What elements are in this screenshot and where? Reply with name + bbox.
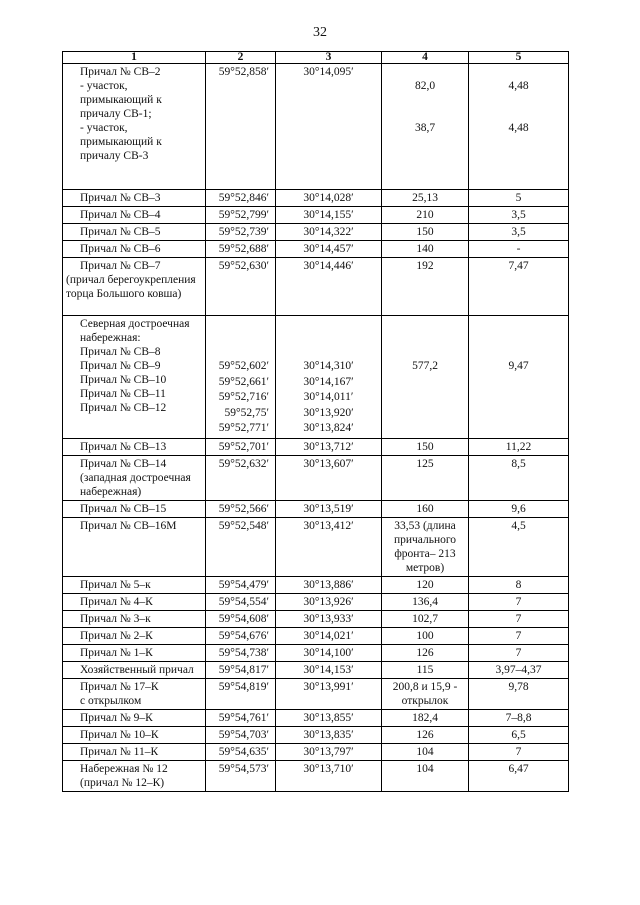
depth-cell: [469, 316, 569, 439]
berth-subsection: - участок, примыкающий к причалу СВ-3: [80, 122, 162, 162]
depth: 4,5: [469, 517, 569, 576]
berth-name: Причал № СВ–8: [80, 346, 161, 358]
berth-name: Причал № СВ–11: [80, 388, 166, 400]
length: 33,53 (длина причального фронта– 213 метров): [382, 517, 469, 576]
length: 120: [382, 576, 469, 593]
length: 210: [382, 207, 469, 224]
berth-name-cell: [63, 576, 206, 593]
berth-name-cell: [63, 644, 206, 661]
quay-title: Северная достроечная набережная:: [80, 318, 190, 344]
berth-name: Причал № 11–К: [80, 745, 159, 758]
length-value: 82,0: [414, 80, 436, 92]
longitude: 30°13,412′: [276, 517, 382, 576]
berth-name: Набережная № 12: [80, 762, 168, 775]
latitude: 59°52,771′: [218, 422, 269, 434]
length: 140: [382, 241, 469, 258]
length: 100: [382, 627, 469, 644]
depth: 6,47: [469, 760, 569, 791]
table-row: [63, 224, 569, 241]
berth-name-cell: [63, 190, 206, 207]
latitude: 59°52,630′: [206, 258, 276, 316]
table-row: [63, 438, 569, 455]
table-row: [63, 576, 569, 593]
latitude: 59°52,858′: [206, 64, 276, 190]
latitude: 59°52,632′: [206, 455, 276, 500]
longitude: 30°14,322′: [276, 224, 382, 241]
length: 577,2: [412, 360, 438, 372]
depth: 8,5: [469, 455, 569, 500]
depth: 3,5: [469, 224, 569, 241]
depth: 5: [469, 190, 569, 207]
berth-name-cell: [63, 627, 206, 644]
longitude: 30°13,920′: [303, 406, 354, 419]
table-row: [63, 627, 569, 644]
table-row: [63, 207, 569, 224]
table-row: [63, 610, 569, 627]
berth-name: Причал № СВ–7: [80, 260, 161, 272]
table-row: [63, 743, 569, 760]
longitude: 30°14,011′: [303, 391, 354, 403]
latitude: 59°54,635′: [206, 743, 276, 760]
length: 126: [382, 644, 469, 661]
longitude: 30°13,710′: [276, 760, 382, 791]
longitude: 30°13,607′: [276, 455, 382, 500]
depth: 3,5: [469, 207, 569, 224]
table-row: [63, 258, 569, 316]
berth-name-cell: [63, 678, 206, 709]
length: 182,4: [382, 709, 469, 726]
longitude: 30°14,310′: [303, 360, 354, 372]
header-col-4: 4: [382, 52, 469, 64]
longitude: 30°13,926′: [276, 593, 382, 610]
latitude: 59°54,819′: [206, 678, 276, 709]
length-cell: [382, 316, 469, 439]
depth: 7,47: [469, 258, 569, 316]
length: 25,13: [382, 190, 469, 207]
longitude: 30°13,886′: [276, 576, 382, 593]
page-number: 32: [313, 25, 327, 40]
berth-name-cell: [63, 610, 206, 627]
longitude: 30°14,021′: [276, 627, 382, 644]
longitude: 30°14,095′: [276, 64, 382, 190]
berth-description: (западная достроечная набережная): [80, 471, 191, 498]
depth: 11,22: [469, 438, 569, 455]
latitude: 59°52,739′: [206, 224, 276, 241]
longitude: 30°13,797′: [276, 743, 382, 760]
table-row: [63, 500, 569, 517]
berth-subsection: - участок, примыкающий к причалу СВ-1;: [80, 80, 162, 120]
longitude: 30°14,100′: [276, 644, 382, 661]
berth-name: Причал № 3–к: [80, 612, 151, 625]
berth-name: Причал № СВ–4: [80, 209, 161, 221]
longitude: 30°13,519′: [276, 500, 382, 517]
longitude: 30°14,457′: [276, 241, 382, 258]
depth: 8: [469, 576, 569, 593]
berth-name-cell: [63, 455, 206, 500]
depth-value: 4,48: [508, 80, 529, 92]
latitude: 59°52,548′: [206, 517, 276, 576]
longitude: 30°14,155′: [276, 207, 382, 224]
table-row: [63, 726, 569, 743]
berth-name: Причал № СВ–2: [80, 66, 161, 78]
berth-name-cell: [63, 64, 206, 190]
latitude: 59°52,688′: [206, 241, 276, 258]
latitude: 59°54,738′: [206, 644, 276, 661]
header-col-3: 3: [276, 52, 382, 64]
length: 115: [382, 661, 469, 678]
depth: 7: [469, 610, 569, 627]
length: 125: [382, 455, 469, 500]
berth-name: Причал № СВ–3: [80, 192, 161, 204]
longitude: 30°13,712′: [276, 438, 382, 455]
berth-name: Причал № СВ–16М: [80, 519, 177, 532]
table-row: [63, 593, 569, 610]
berths-table: [62, 51, 569, 792]
depth: 3,97–4,37: [469, 661, 569, 678]
latitude: 59°54,573′: [206, 760, 276, 791]
berth-name-cell: [63, 241, 206, 258]
berth-name-cell: [63, 207, 206, 224]
longitude: 30°14,167′: [303, 375, 354, 388]
berth-name: Причал № 17–К: [80, 680, 159, 693]
depth: 6,5: [469, 726, 569, 743]
berth-description: с открылком: [80, 694, 142, 707]
berth-name-cell: [63, 743, 206, 760]
latitude: 59°54,676′: [206, 627, 276, 644]
table-row: [63, 316, 569, 439]
latitude: 59°52,661′: [218, 375, 269, 388]
berth-name: Причал № 9–К: [80, 711, 153, 724]
length-cell: [382, 64, 469, 190]
header-col-1: 1: [63, 52, 206, 64]
berth-name-cell: [63, 316, 206, 439]
latitude: 59°52,846′: [206, 190, 276, 207]
latitude-cell: [206, 316, 276, 439]
latitude: 59°52,566′: [206, 500, 276, 517]
length: 150: [382, 438, 469, 455]
table-row: [63, 190, 569, 207]
depth: 7: [469, 743, 569, 760]
depth: 7–8,8: [469, 709, 569, 726]
latitude: 59°52,75′: [224, 406, 269, 419]
table-row: [63, 644, 569, 661]
berth-name: Причал № СВ–5: [80, 226, 161, 238]
berth-name-cell: [63, 593, 206, 610]
length: 104: [382, 760, 469, 791]
latitude: 59°52,701′: [206, 438, 276, 455]
length: 200,8 и 15,9 - открылок: [382, 678, 469, 709]
latitude: 59°52,799′: [206, 207, 276, 224]
depth: 9,47: [508, 360, 529, 372]
latitude: 59°54,554′: [206, 593, 276, 610]
length: 192: [382, 258, 469, 316]
longitude: 30°14,153′: [276, 661, 382, 678]
table-row: [63, 64, 569, 190]
latitude: 59°52,602′: [218, 360, 269, 372]
length: 160: [382, 500, 469, 517]
berth-name-cell: [63, 709, 206, 726]
depth: 9,6: [469, 500, 569, 517]
longitude: 30°13,933′: [276, 610, 382, 627]
berth-name-cell: [63, 760, 206, 791]
berth-name-cell: [63, 258, 206, 316]
berth-name-cell: [63, 500, 206, 517]
longitude: 30°14,446′: [276, 258, 382, 316]
longitude-cell: [276, 316, 382, 439]
latitude: 59°54,817′: [206, 661, 276, 678]
depth: -: [469, 241, 569, 258]
berth-name: Причал № СВ–13: [80, 440, 167, 453]
berth-name: Причал № 2–К: [80, 629, 153, 642]
berth-name: Причал № СВ–12: [80, 402, 167, 414]
berth-name: Причал № 5–к: [80, 578, 151, 591]
berth-name-cell: [63, 661, 206, 678]
latitude: 59°54,479′: [206, 576, 276, 593]
table-row: [63, 709, 569, 726]
latitude: 59°52,716′: [218, 391, 269, 403]
depth-cell: [469, 64, 569, 190]
longitude: 30°14,028′: [276, 190, 382, 207]
table-row: [63, 455, 569, 500]
length: 102,7: [382, 610, 469, 627]
length: 126: [382, 726, 469, 743]
latitude: 59°54,608′: [206, 610, 276, 627]
berth-name: Причал № СВ–6: [80, 243, 161, 255]
depth: 9,78: [469, 678, 569, 709]
table-row: [63, 760, 569, 791]
berth-name: Причал № 4–К: [80, 595, 153, 608]
berth-name: Причал № 10–К: [80, 728, 159, 741]
longitude: 30°13,855′: [276, 709, 382, 726]
table-row: [63, 517, 569, 576]
berth-name-cell: [63, 517, 206, 576]
table-row: [63, 661, 569, 678]
berth-name-cell: [63, 726, 206, 743]
length-value: 38,7: [414, 122, 436, 134]
berth-name: Причал № СВ–10: [80, 374, 167, 386]
berth-name: Причал № 1–К: [80, 646, 153, 659]
longitude: 30°13,991′: [276, 678, 382, 709]
depth: 7: [469, 593, 569, 610]
berth-name-cell: [63, 224, 206, 241]
berth-description: (причал берегоукрепления торца Большого ковша): [66, 274, 196, 300]
depth-value: 4,48: [508, 122, 529, 134]
latitude: 59°54,761′: [206, 709, 276, 726]
length: 136,4: [382, 593, 469, 610]
longitude: 30°13,824′: [303, 422, 354, 434]
berth-name: Причал № СВ–14: [80, 457, 167, 470]
berth-name: Причал № СВ–15: [80, 502, 167, 515]
header-row: [63, 52, 569, 64]
header-col-5: 5: [469, 52, 569, 64]
longitude: 30°13,835′: [276, 726, 382, 743]
depth: 7: [469, 627, 569, 644]
latitude: 59°54,703′: [206, 726, 276, 743]
table-row: [63, 241, 569, 258]
header-col-2: 2: [206, 52, 276, 64]
berth-name: Хозяйственный причал: [80, 663, 194, 676]
length: 104: [382, 743, 469, 760]
berth-description: (причал № 12–К): [80, 776, 165, 789]
length: 150: [382, 224, 469, 241]
berth-name: Причал № СВ–9: [80, 360, 161, 372]
berth-name-cell: [63, 438, 206, 455]
depth: 7: [469, 644, 569, 661]
table-row: [63, 678, 569, 709]
